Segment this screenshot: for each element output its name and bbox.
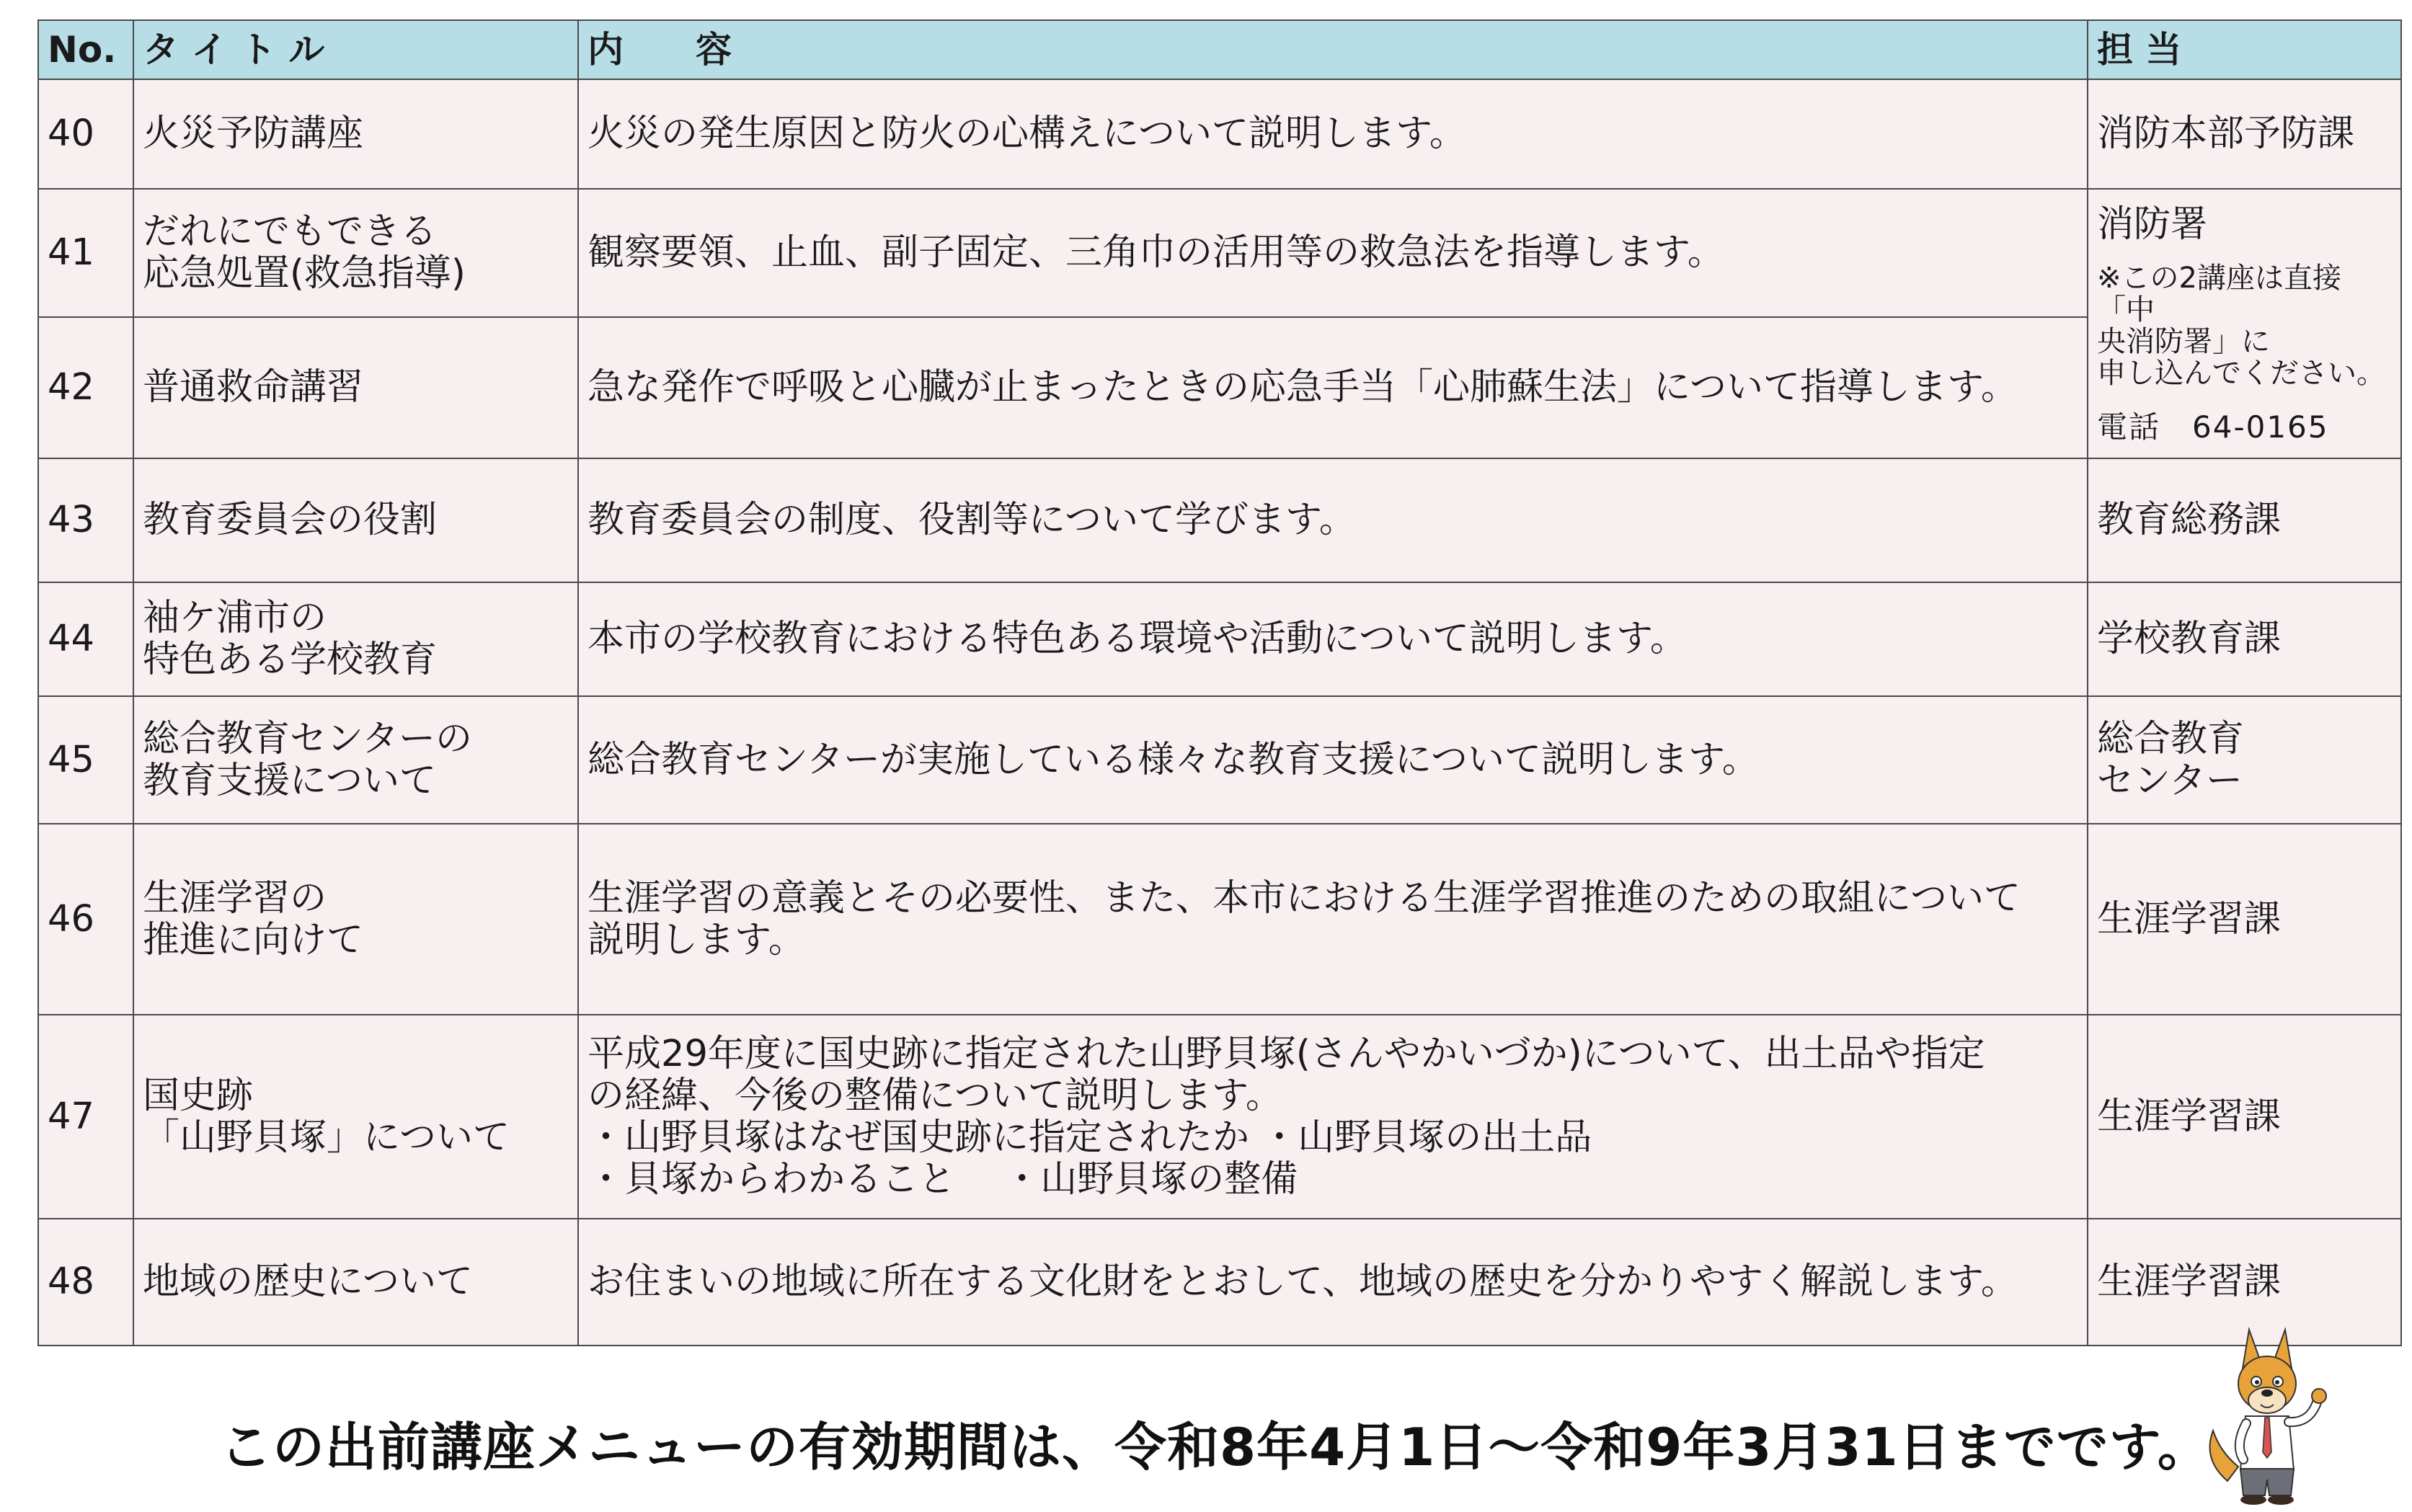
table-row [38, 1219, 2401, 1346]
row-staff: 生涯学習課 [2088, 1015, 2401, 1219]
row-no: 41 [38, 189, 133, 317]
row-no: 42 [38, 317, 133, 458]
row-title: 教育委員会の役割 [133, 458, 578, 582]
row-no: 47 [38, 1015, 133, 1219]
row-title: 袖ケ浦市の 特色ある学校教育 [133, 582, 578, 696]
staff-phone: 電話 64-0165 [2097, 409, 2329, 445]
row-content: 観察要領、止血、副子固定、三角巾の活用等の救急法を指導します。 [578, 189, 2088, 317]
row-title: 生涯学習の 推進に向けて [133, 824, 578, 1015]
row-content: 教育委員会の制度、役割等について学びます。 [578, 458, 2088, 582]
row-no: 43 [38, 458, 133, 582]
row-no: 40 [38, 79, 133, 189]
table-row [38, 189, 2401, 317]
table-row [38, 458, 2401, 582]
row-staff: 教育総務課 [2088, 458, 2401, 582]
table-row [38, 582, 2401, 696]
row-no: 44 [38, 582, 133, 696]
table-row [38, 317, 2401, 458]
header-content: 内 容 [578, 20, 2088, 79]
row-no: 46 [38, 824, 133, 1015]
row-staff: 消防本部予防課 [2088, 79, 2401, 189]
row-title: 火災予防講座 [133, 79, 578, 189]
row-title: だれにでもできる 応急処置(救急指導) [133, 189, 578, 317]
row-title: 国史跡 「山野貝塚」について [133, 1015, 578, 1219]
row-staff: 生涯学習課 [2088, 1219, 2401, 1346]
row-content: 急な発作で呼吸と心臓が止まったときの応急手当「心肺蘇生法」について指導します。 [578, 317, 2088, 458]
row-staff: 総合教育 センター [2088, 696, 2401, 824]
row-content: 生涯学習の意義とその必要性、また、本市における生涯学習推進のための取組について 説明します。 [578, 824, 2088, 1015]
row-content: 平成29年度に国史跡に指定された山野貝塚(さんやかいづか)について、出土品や指定 の経緯、今後の整備について説明します。 ・山野貝塚はなぜ国史跡に指定されたか ・山野貝塚の出土品 ・貝塚からわかること ・山野貝塚の整備 [578, 1015, 2088, 1219]
row-no: 45 [38, 696, 133, 824]
row-content: 火災の発生原因と防火の心構えについて説明します。 [578, 79, 2088, 189]
row-content: 本市の学校教育における特色ある環境や活動について説明します。 [578, 582, 2088, 696]
row-staff: 消防署 [2097, 203, 2208, 246]
row-content: お住まいの地域に所在する文化財をとおして、地域の歴史を分かりやすく解説します。 [578, 1219, 2088, 1346]
header-row [38, 20, 2401, 79]
row-title: 普通救命講習 [133, 317, 578, 458]
row-staff-merged [2088, 189, 2401, 458]
table-row [38, 824, 2401, 1015]
table-row [38, 696, 2401, 824]
row-title: 総合教育センターの 教育支援について [133, 696, 578, 824]
row-content: 総合教育センターが実施している様々な教育支援について説明します。 [578, 696, 2088, 824]
row-staff: 生涯学習課 [2088, 824, 2401, 1015]
row-title: 地域の歴史について [133, 1219, 578, 1346]
row-no: 48 [38, 1219, 133, 1346]
table-row [38, 79, 2401, 189]
header-title: タ イ ト ル [133, 20, 578, 79]
header-staff: 担 当 [2088, 20, 2401, 79]
staff-note: ※この2講座は直接「中 央消防署」に 申し込んでください。 [2097, 262, 2385, 390]
table-row [38, 1015, 2401, 1219]
validity-period-notice: この出前講座メニューの有効期間は、令和8年4月1日～令和9年3月31日までです。 [220, 1417, 2210, 1477]
row-staff: 学校教育課 [2088, 582, 2401, 696]
lecture-menu-table [37, 19, 2402, 1346]
mascot-illustration [2199, 1315, 2343, 1510]
header-no: No. [38, 20, 133, 79]
